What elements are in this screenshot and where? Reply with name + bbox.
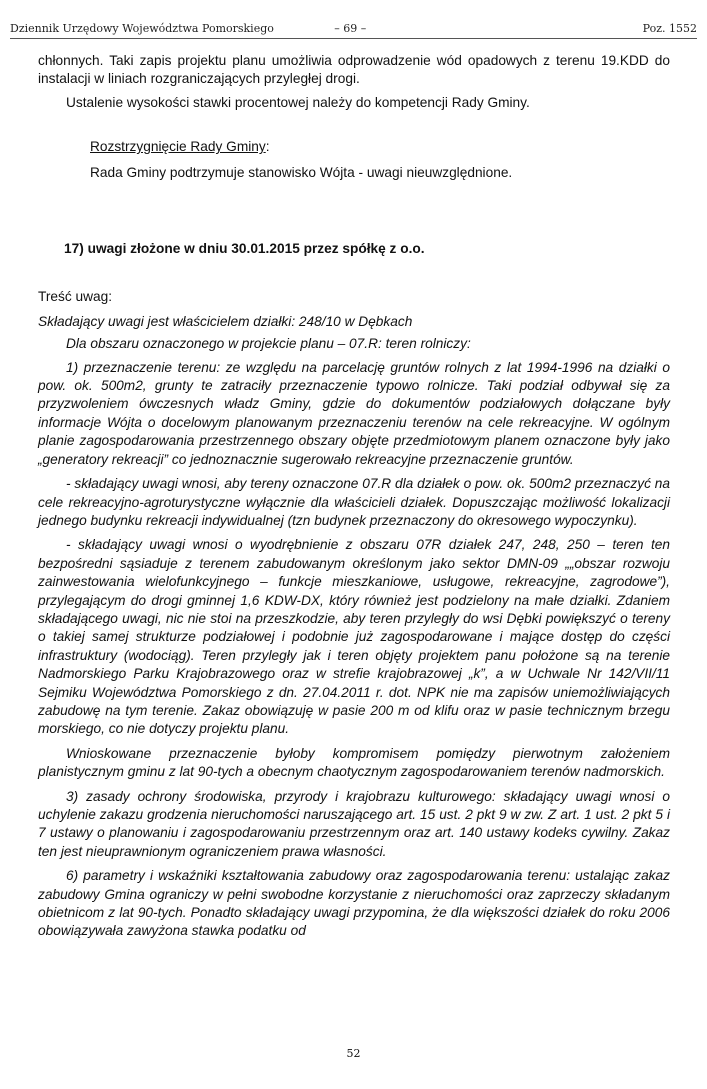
remarks-label: Treść uwag: <box>38 289 113 305</box>
page-marker: – 69 – <box>334 22 367 35</box>
resolution-heading-line <box>38 138 670 156</box>
journal-title: Dziennik Urzędowy Województwa Pomorskiego <box>10 22 274 35</box>
point-3: 3) zasady ochrony środowiska, przyrody i krajobrazu kulturowego: składający uwagi wnosi o uchylenie zakazu grodzenia nieruchomości naruszającego art. 15 ust. 2 pkt 9 w zw. Z art. 1 ust. 2 pkt 5 i 7 ustawy o planowaniu i zagospodarowaniu przestrzennym oraz art. 140 ustawy kodeks cywilny. Zakaz ten jest nieuprawnionym ograniczeniem prawa własności. <box>38 788 670 859</box>
request-recreation: - składający uwagi wnosi, aby tereny oznaczone 07.R dla działek o pow. ok. 500m2 przeznaczyć na cele rekreacyjno-agroturystyczne wyłącznie dla właścicieli działek. Dopuszczając możliwość lokalizacji jednego budynku rekreacji indywidualnej (tzn budynek przeznaczony do okresowego wypoczynku). <box>38 476 670 528</box>
document-body <box>38 52 670 941</box>
section-heading: 17) uwagi złożone w dniu 30.01.2015 przez spółkę z o.o. <box>64 241 425 257</box>
resolution-text: Rada Gminy podtrzymuje stanowisko Wójta - uwagi nieuwzględnione. <box>90 164 513 180</box>
paragraph-drainage: chłonnych. Taki zapis projektu planu umożliwia odprowadzenie wód opadowych z terenu 19.KDD do instalacji w liniach rozgraniczających przyległej drogi. <box>38 53 670 87</box>
request-separation: - składający uwagi wnosi o wyodrębnienie z obszaru 07R działek 247, 248, 250 – teren ten bezpośredni sąsiaduje z terenem zabudowanym określonym jako sektor DMN-09 „„obszar rozwoju zainwestowania wielofunkcyjnego – funkcje mieszkaniowe, usługowe, rekreacyjne, zagrodowe”), przylegającym do drogi gminnej 1,6 KDW-DX, który również jest podzielony na małe działki. Zdaniem składającego uwagi, nic nie stoi na przeszkodzie, aby teren przyległy do wsi Dębki powiększyć o tereny o takiej samej strukturze podziałowej i podobnie już zagospodarowane i mające dostęp do części infrastruktury (wodociąg). Teren przyległy jak i teren objęty projektem panu położone są na terenie Nadmorskiego Parku Krajobrazowego oraz w strefie krajobrazowej „k”, a w Uchwale Nr 142/VII/11 Sejmiku Województwa Pomorskiego z dn. 27.04.2011 r. dot. NPK nie ma zapisów uniemożliwiających zabudowę na tym terenie. Zakaz obowiązuję w pasie 200 m od klifu oraz w pasie technicznym brzegu morskiego, co nie dotyczy projektu planu. <box>38 537 670 737</box>
compromise-paragraph: Wnioskowane przeznaczenie byłoby kompromisem pomiędzy pierwotnym założeniem planistycznym gminu z lat 90-tych a obecnym chaotycznym zagospodarowaniem terenów nadmorskich. <box>38 745 670 780</box>
resolution-colon: : <box>265 139 270 155</box>
paragraph-rate: Ustalenie wysokości stawki procentowej należy do kompetencji Rady Gminy. <box>66 94 530 110</box>
owner-statement: Składający uwagi jest właścicielem działki: 248/10 w Dębkach <box>38 313 413 329</box>
point-6: 6) parametry i wskaźniki kształtowania zabudowy oraz zagospodarowania terenu: ustalając zakaz zabudowy Gmina ograniczy w pełni swobodne korzystanie z nieruchomości oraz zaprzeczy składanym obietnicom z lat 90-tych. Ponadto składający uwagi przypomina, że dla większości działek do roku 2006 obowiązywała zawyżona stawka podatku od <box>38 868 670 939</box>
point-1: 1) przeznaczenie terenu: ze względu na parcelację gruntów rolnych z lat 1994-1996 na działki o pow. ok. 500m2, grunty te zatraciły przeznaczenie typowo rolnicze. Taki podział odbywał się za przyzwoleniem ówczesnych władz Gminy, gdzie do dokumentów podziałowych dołączane były informacje Wójta o docelowym planowanym przeznaczeniu terenów na cele rekreacyjne. W ogólnym planie zagospodarowania przestrzennego obszary objęte przedmiotowym planem oznaczone były jako „generatory rekreacji” co jednoznacznie sugerowało rekreacyjne przeznaczenie gruntów. <box>38 359 670 467</box>
area-label: Dla obszaru oznaczonego w projekcie planu – 07.R: teren rolniczy: <box>66 336 471 352</box>
page-header <box>10 22 697 39</box>
position-number: Poz. 1552 <box>642 22 697 35</box>
resolution-heading: Rozstrzygnięcie Rady Gminy <box>90 139 266 155</box>
page-number: 52 <box>346 1047 361 1060</box>
